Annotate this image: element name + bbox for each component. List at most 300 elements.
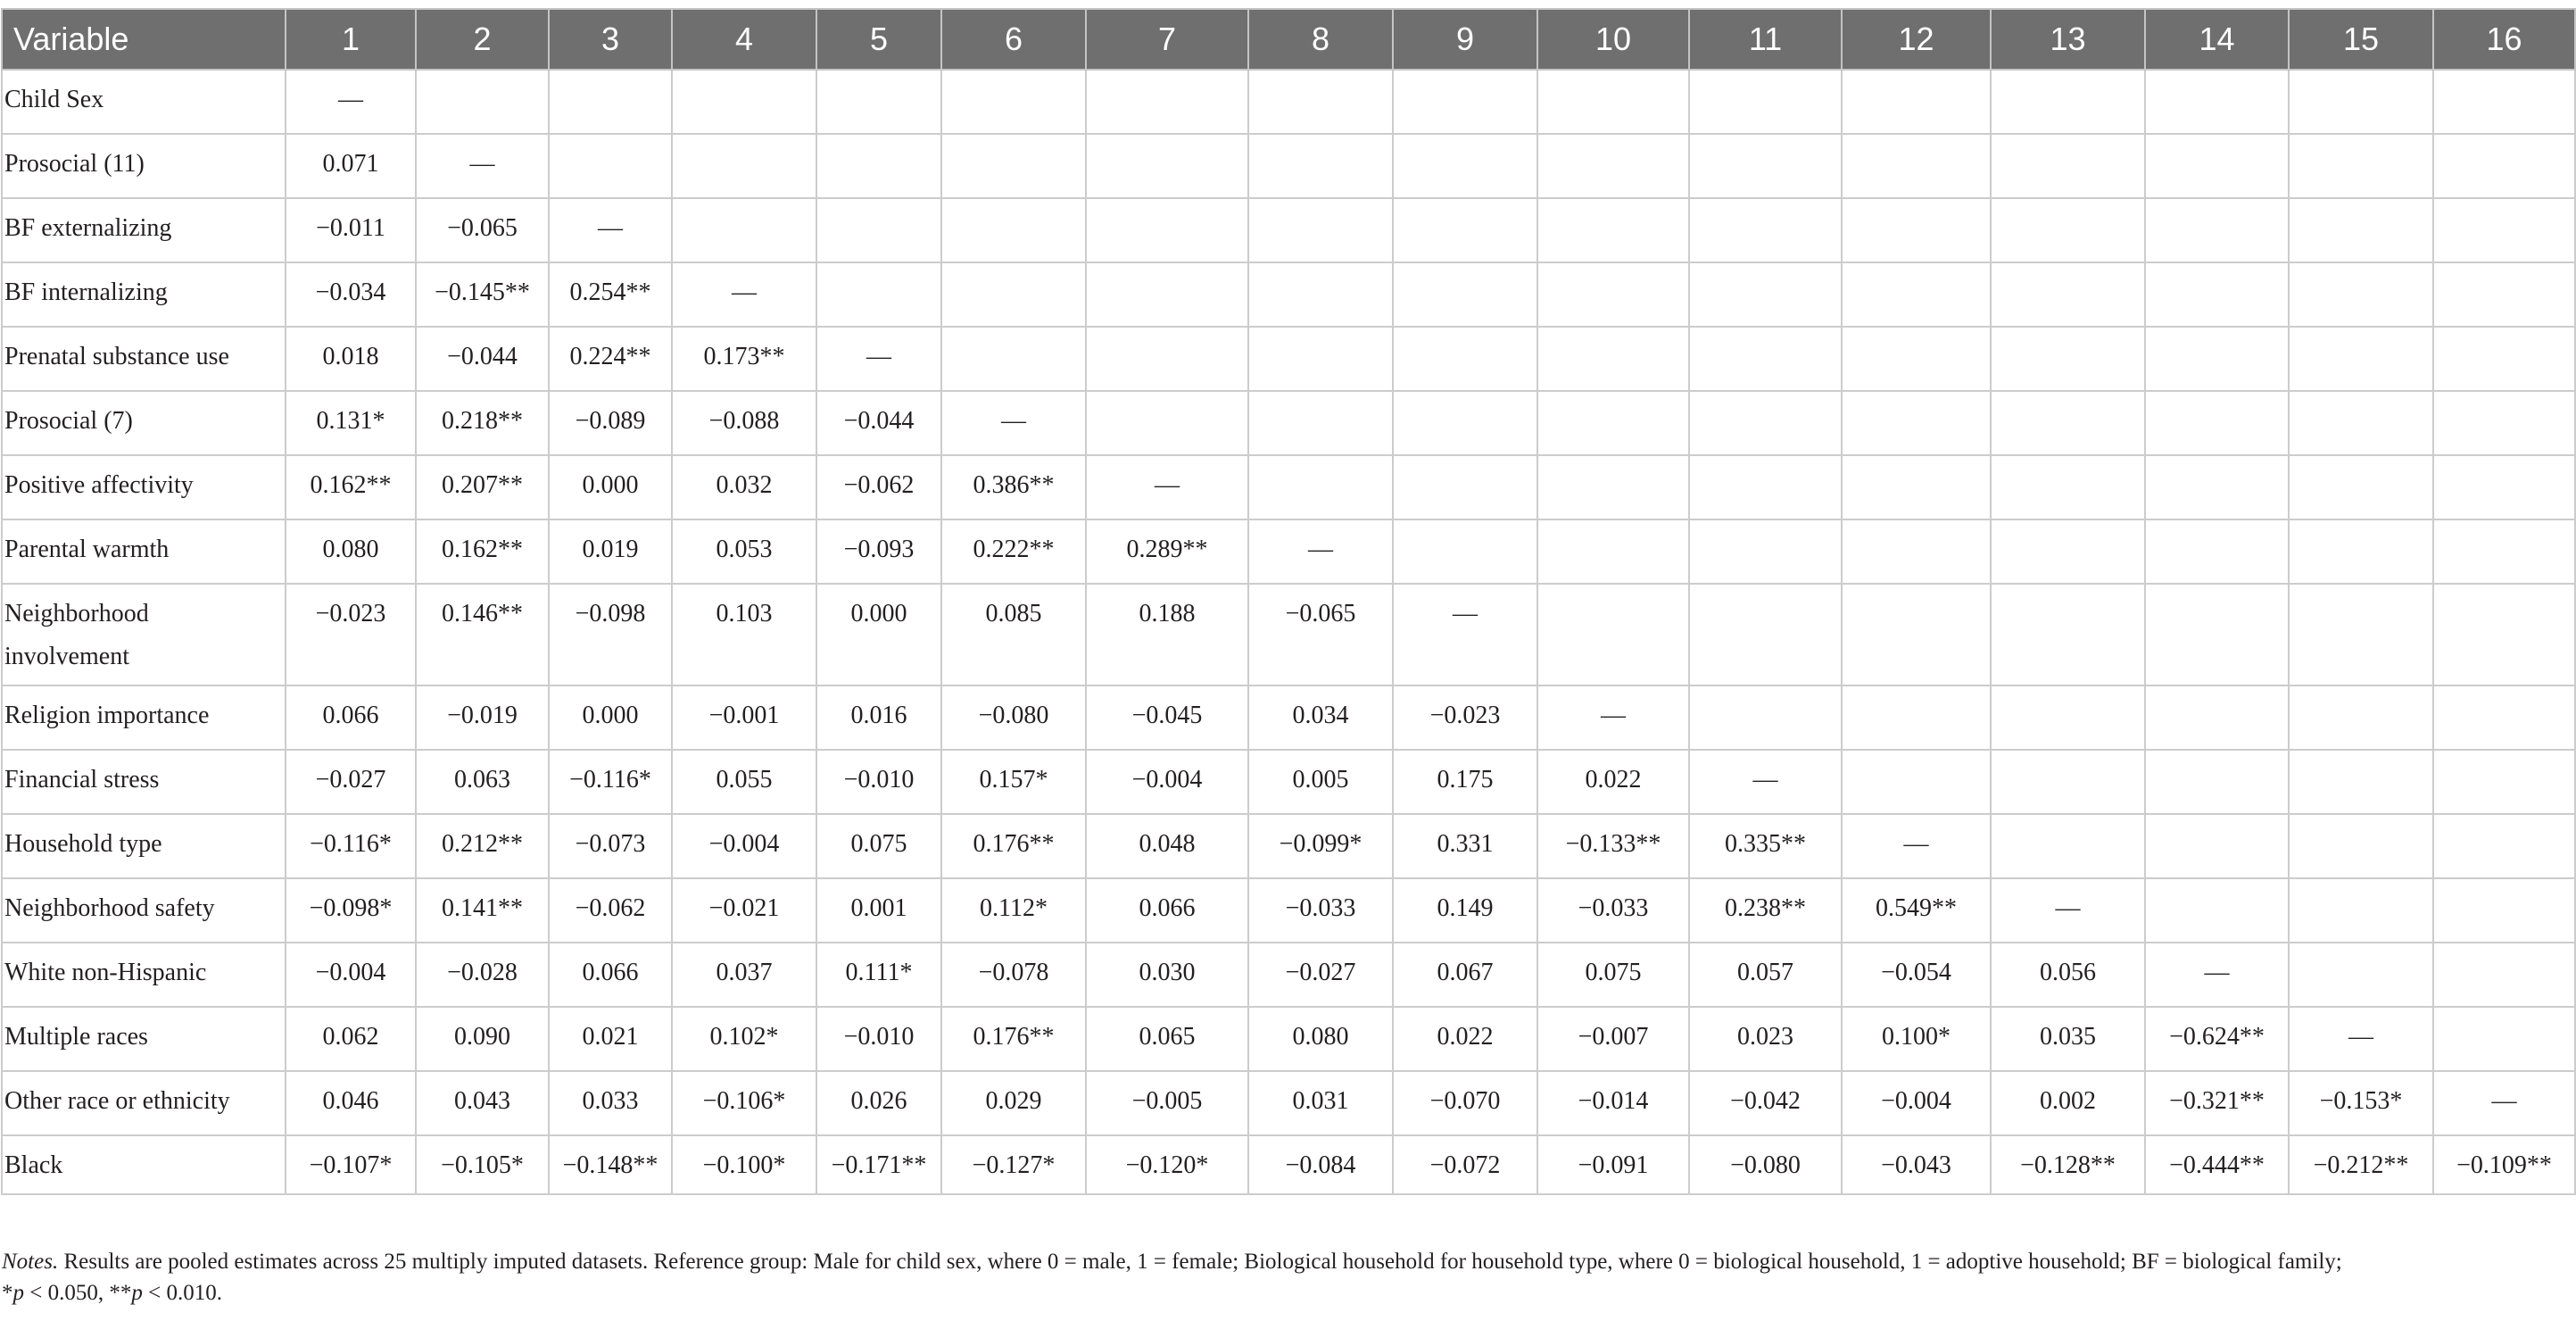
empty-cell [1689,327,1842,391]
empty-cell [1086,262,1248,327]
row-label-text: Household type [4,830,162,858]
correlation-cell: −0.080 [1689,1135,1842,1194]
correlation-cell: 0.067 [1393,943,1537,1007]
empty-cell [2289,70,2433,134]
empty-cell [1991,262,2145,327]
correlation-cell: 0.149 [1393,878,1537,943]
correlation-cell: −0.033 [1537,878,1689,943]
significance-mark: ** [109,1281,132,1305]
correlation-cell: −0.042 [1689,1071,1842,1135]
correlation-cell: 0.102* [672,1007,816,1071]
row-label-text: Other race or ethnicity [4,1087,230,1115]
correlation-cell: −0.106* [672,1071,816,1135]
correlation-cell: 0.071 [286,134,416,198]
correlation-cell: −0.021 [672,878,816,943]
empty-cell [2289,814,2433,878]
row-label-text: BF externalizing [4,214,172,242]
empty-cell [1393,391,1537,455]
empty-cell [1248,262,1393,327]
correlation-cell: 0.016 [816,685,941,750]
empty-cell [1991,519,2145,584]
correlation-cell: 0.043 [416,1071,549,1135]
correlation-cell: 0.176** [941,1007,1086,1071]
correlation-cell: 0.238** [1689,878,1842,943]
empty-cell [1537,198,1689,262]
header-col-9: 9 [1393,9,1537,70]
correlation-cell: −0.084 [1248,1135,1393,1194]
diagonal-cell: — [672,262,816,327]
correlation-cell: −0.212** [2289,1135,2433,1194]
empty-cell [1248,455,1393,519]
row-label-text: Prosocial (11) [4,150,145,178]
notes-line-1 [2,1246,2572,1277]
correlation-cell: −0.005 [1086,1071,1248,1135]
correlation-cell: 0.188 [1086,584,1248,685]
empty-cell [1537,584,1689,685]
correlation-cell: −0.001 [672,685,816,750]
row-label-text: Prenatal substance use [4,343,229,370]
correlation-cell: −0.098* [286,878,416,943]
empty-cell [2145,685,2289,750]
diagonal-cell: — [2145,943,2289,1007]
diagonal-cell: — [1537,685,1689,750]
correlation-cell: 0.001 [816,878,941,943]
empty-cell [1991,584,2145,685]
correlation-cell: 0.055 [672,750,816,814]
empty-cell [1689,262,1842,327]
table-row [2,1135,2575,1194]
correlation-cell: 0.218** [416,391,549,455]
correlation-cell: −0.105* [416,1135,549,1194]
empty-cell [1842,391,1991,455]
row-label [2,878,286,943]
correlation-cell: 0.085 [941,584,1086,685]
correlation-cell: −0.004 [1086,750,1248,814]
diagonal-cell: — [1086,455,1248,519]
empty-cell [2433,584,2575,685]
empty-cell [2433,455,2575,519]
empty-cell [2145,70,2289,134]
correlation-cell: 0.131* [286,391,416,455]
row-label-text: Multiple races [4,1023,148,1051]
empty-cell [2145,584,2289,685]
row-label [2,391,286,455]
empty-cell [1991,70,2145,134]
correlation-cell: −0.116* [549,750,672,814]
empty-cell [1689,584,1842,685]
correlation-cell: 0.066 [549,943,672,1007]
correlation-cell: −0.109** [2433,1135,2575,1194]
empty-cell [1689,70,1842,134]
header-col-15: 15 [2289,9,2433,70]
empty-cell [2145,455,2289,519]
row-label [2,1135,286,1194]
empty-cell [1842,584,1991,685]
empty-cell [1248,198,1393,262]
table-row [2,327,2575,391]
correlation-cell: 0.075 [1537,943,1689,1007]
correlation-cell: −0.321** [2145,1071,2289,1135]
correlation-cell: 0.019 [549,519,672,584]
correlation-cell: 0.111* [816,943,941,1007]
empty-cell [2433,519,2575,584]
correlation-cell: 0.026 [816,1071,941,1135]
table-row [2,262,2575,327]
empty-cell [1689,455,1842,519]
correlation-cell: 0.000 [549,455,672,519]
empty-cell [2433,1007,2575,1071]
empty-cell [1086,327,1248,391]
empty-cell [1248,391,1393,455]
correlation-cell: 0.335** [1689,814,1842,878]
correlation-cell: −0.054 [1842,943,1991,1007]
empty-cell [2289,262,2433,327]
empty-cell [1393,455,1537,519]
empty-cell [672,198,816,262]
correlation-cell: 0.212** [416,814,549,878]
empty-cell [816,198,941,262]
correlation-cell: 0.022 [1393,1007,1537,1071]
empty-cell [2433,943,2575,1007]
empty-cell [2289,391,2433,455]
header-col-5: 5 [816,9,941,70]
correlation-cell: −0.624** [2145,1007,2289,1071]
empty-cell [416,70,549,134]
correlation-cell: −0.089 [549,391,672,455]
empty-cell [2433,814,2575,878]
correlation-cell: 0.056 [1991,943,2145,1007]
empty-cell [1086,198,1248,262]
empty-cell [549,134,672,198]
header-col-7: 7 [1086,9,1248,70]
row-label-text: Neighborhood safety [4,894,215,922]
row-label-text: BF internalizing [4,278,168,306]
empty-cell [1842,455,1991,519]
correlation-cell: −0.078 [941,943,1086,1007]
row-label [2,327,286,391]
empty-cell [2145,198,2289,262]
row-label-text: Positive affectivity [4,471,194,499]
table-row [2,814,2575,878]
correlation-cell: −0.010 [816,750,941,814]
row-label [2,584,286,685]
correlation-cell: −0.034 [286,262,416,327]
empty-cell [941,134,1086,198]
empty-cell [1537,391,1689,455]
correlation-cell: −0.062 [816,455,941,519]
correlation-cell: 0.549** [1842,878,1991,943]
correlation-cell: 0.080 [1248,1007,1393,1071]
correlation-cell: −0.004 [672,814,816,878]
diagonal-cell: — [1991,878,2145,943]
empty-cell [2145,878,2289,943]
correlation-cell: 0.053 [672,519,816,584]
correlation-cell: −0.007 [1537,1007,1689,1071]
empty-cell [2145,750,2289,814]
correlation-cell: 0.176** [941,814,1086,878]
empty-cell [1991,685,2145,750]
empty-cell [2289,750,2433,814]
correlation-cell: 0.112* [941,878,1086,943]
correlation-cell: 0.023 [1689,1007,1842,1071]
empty-cell [1842,685,1991,750]
empty-cell [2289,327,2433,391]
correlation-cell: 0.175 [1393,750,1537,814]
correlation-cell: −0.065 [1248,584,1393,685]
empty-cell [1086,391,1248,455]
correlation-cell: −0.098 [549,584,672,685]
correlation-cell: 0.063 [416,750,549,814]
empty-cell [2289,943,2433,1007]
correlation-cell: −0.128** [1991,1135,2145,1194]
correlation-cell: −0.145** [416,262,549,327]
empty-cell [1842,519,1991,584]
row-label-text: Child Sex [4,86,104,113]
empty-cell [2433,134,2575,198]
empty-cell [1537,327,1689,391]
header-col-4: 4 [672,9,816,70]
correlation-cell: −0.099* [1248,814,1393,878]
diagonal-cell: — [816,327,941,391]
correlation-cell: −0.073 [549,814,672,878]
row-label-text: Neighborhood involvement [4,600,149,670]
correlation-cell: −0.080 [941,685,1086,750]
correlation-cell: 0.141** [416,878,549,943]
empty-cell [2145,134,2289,198]
header-col-10: 10 [1537,9,1689,70]
correlation-cell: 0.029 [941,1071,1086,1135]
correlation-cell: −0.044 [416,327,549,391]
correlation-cell: 0.090 [416,1007,549,1071]
empty-cell [1537,70,1689,134]
empty-cell [816,262,941,327]
correlation-cell: 0.331 [1393,814,1537,878]
correlation-cell: −0.043 [1842,1135,1991,1194]
row-label-text: Black [4,1151,63,1179]
correlation-cell: −0.088 [672,391,816,455]
correlation-cell: −0.004 [286,943,416,1007]
empty-cell [1537,519,1689,584]
table-row [2,750,2575,814]
empty-cell [1842,750,1991,814]
empty-cell [1689,685,1842,750]
correlation-cell: 0.057 [1689,943,1842,1007]
correlation-cell: 0.021 [549,1007,672,1071]
empty-cell [1689,391,1842,455]
row-label [2,198,286,262]
row-label-text: White non-Hispanic [4,959,207,986]
empty-cell [2145,519,2289,584]
empty-cell [941,198,1086,262]
header-col-14: 14 [2145,9,2289,70]
correlation-cell: −0.065 [416,198,549,262]
row-label [2,1071,286,1135]
diagonal-cell: — [941,391,1086,455]
significance-threshold: < 0.010. [142,1281,222,1305]
empty-cell [2145,814,2289,878]
empty-cell [672,134,816,198]
notes-label: Notes. [2,1250,59,1274]
empty-cell [816,70,941,134]
diagonal-cell: — [1689,750,1842,814]
header-col-1: 1 [286,9,416,70]
empty-cell [2289,878,2433,943]
correlation-cell: −0.033 [1248,878,1393,943]
table-row [2,878,2575,943]
empty-cell [1393,198,1537,262]
row-label [2,750,286,814]
row-label [2,262,286,327]
header-col-2: 2 [416,9,549,70]
correlation-cell: 0.386** [941,455,1086,519]
empty-cell [941,262,1086,327]
table-row [2,1007,2575,1071]
row-label [2,519,286,584]
empty-cell [1991,455,2145,519]
header-col-6: 6 [941,9,1086,70]
header-row [2,9,2575,70]
correlation-cell: 0.075 [816,814,941,878]
correlation-cell: −0.093 [816,519,941,584]
header-col-8: 8 [1248,9,1393,70]
header-col-11: 11 [1689,9,1842,70]
correlation-cell: −0.127* [941,1135,1086,1194]
table-row [2,134,2575,198]
correlation-cell: −0.062 [549,878,672,943]
correlation-cell: 0.030 [1086,943,1248,1007]
row-label [2,1007,286,1071]
empty-cell [2433,327,2575,391]
table-row [2,70,2575,134]
correlation-cell: 0.031 [1248,1071,1393,1135]
correlation-cell: 0.002 [1991,1071,2145,1135]
diagonal-cell: — [286,70,416,134]
header-col-13: 13 [1991,9,2145,70]
row-label [2,134,286,198]
correlation-cell: −0.153* [2289,1071,2433,1135]
correlation-cell: −0.014 [1537,1071,1689,1135]
empty-cell [2433,198,2575,262]
significance-mark: * [2,1281,13,1305]
row-label-text: Parental warmth [4,536,170,563]
empty-cell [1991,750,2145,814]
diagonal-cell: — [1842,814,1991,878]
diagonal-cell: — [549,198,672,262]
correlation-cell: −0.044 [816,391,941,455]
row-label-text: Prosocial (7) [4,407,133,435]
correlation-cell: −0.171** [816,1135,941,1194]
empty-cell [672,70,816,134]
correlation-cell: 0.080 [286,519,416,584]
row-label-text: Financial stress [4,766,160,793]
notes-text: Results are pooled estimates across 25 multiply imputed datasets. Reference group: Male for child sex, where 0 = male, 1 = female; Biological household for household type, where 0 = biological household, 1 = adoptive household; BF = biological family; [63,1250,2342,1274]
significance-p: p [12,1281,24,1305]
empty-cell [1248,327,1393,391]
table-row [2,943,2575,1007]
empty-cell [549,70,672,134]
empty-cell [1248,134,1393,198]
empty-cell [1842,327,1991,391]
correlation-cell: −0.107* [286,1135,416,1194]
table-row [2,685,2575,750]
row-label [2,685,286,750]
table-row [2,455,2575,519]
empty-cell [1689,519,1842,584]
diagonal-cell: — [1393,584,1537,685]
empty-cell [2433,750,2575,814]
correlation-cell: −0.023 [1393,685,1537,750]
empty-cell [941,70,1086,134]
correlation-cell: −0.027 [1248,943,1393,1007]
empty-cell [1393,327,1537,391]
correlation-cell: −0.023 [286,584,416,685]
correlation-cell: −0.133** [1537,814,1689,878]
header-col-16: 16 [2433,9,2575,70]
table-row [2,519,2575,584]
correlation-cell: 0.066 [286,685,416,750]
row-label [2,943,286,1007]
empty-cell [2289,584,2433,685]
significance-p: p [131,1281,143,1305]
empty-cell [2433,685,2575,750]
empty-cell [1086,134,1248,198]
correlation-cell: −0.019 [416,685,549,750]
empty-cell [1991,134,2145,198]
correlation-cell: 0.022 [1537,750,1689,814]
correlation-cell: 0.000 [549,685,672,750]
empty-cell [2145,327,2289,391]
correlation-cell: −0.091 [1537,1135,1689,1194]
empty-cell [1086,70,1248,134]
correlation-cell: −0.100* [672,1135,816,1194]
empty-cell [2145,262,2289,327]
header-col-3: 3 [549,9,672,70]
correlation-cell: −0.010 [816,1007,941,1071]
empty-cell [1991,391,2145,455]
empty-cell [1537,134,1689,198]
empty-cell [941,327,1086,391]
correlation-cell: 0.254** [549,262,672,327]
empty-cell [2433,878,2575,943]
empty-cell [816,134,941,198]
header-variable: Variable [2,9,286,70]
correlation-cell: 0.173** [672,327,816,391]
significance-threshold: < 0.050, [24,1281,104,1305]
empty-cell [1393,134,1537,198]
correlation-cell: 0.146** [416,584,549,685]
empty-cell [2433,391,2575,455]
diagonal-cell: — [2433,1071,2575,1135]
correlation-cell: −0.116* [286,814,416,878]
correlation-cell: 0.035 [1991,1007,2145,1071]
correlation-cell: −0.444** [2145,1135,2289,1194]
correlation-cell: 0.224** [549,327,672,391]
correlation-cell: 0.289** [1086,519,1248,584]
correlation-cell: 0.018 [286,327,416,391]
empty-cell [1393,519,1537,584]
empty-cell [2145,391,2289,455]
empty-cell [2289,455,2433,519]
table-row [2,584,2575,685]
empty-cell [1393,262,1537,327]
correlation-cell: 0.034 [1248,685,1393,750]
empty-cell [1842,70,1991,134]
empty-cell [2289,198,2433,262]
empty-cell [2289,134,2433,198]
correlation-cell: 0.066 [1086,878,1248,943]
table-row [2,198,2575,262]
correlation-cell: 0.037 [672,943,816,1007]
